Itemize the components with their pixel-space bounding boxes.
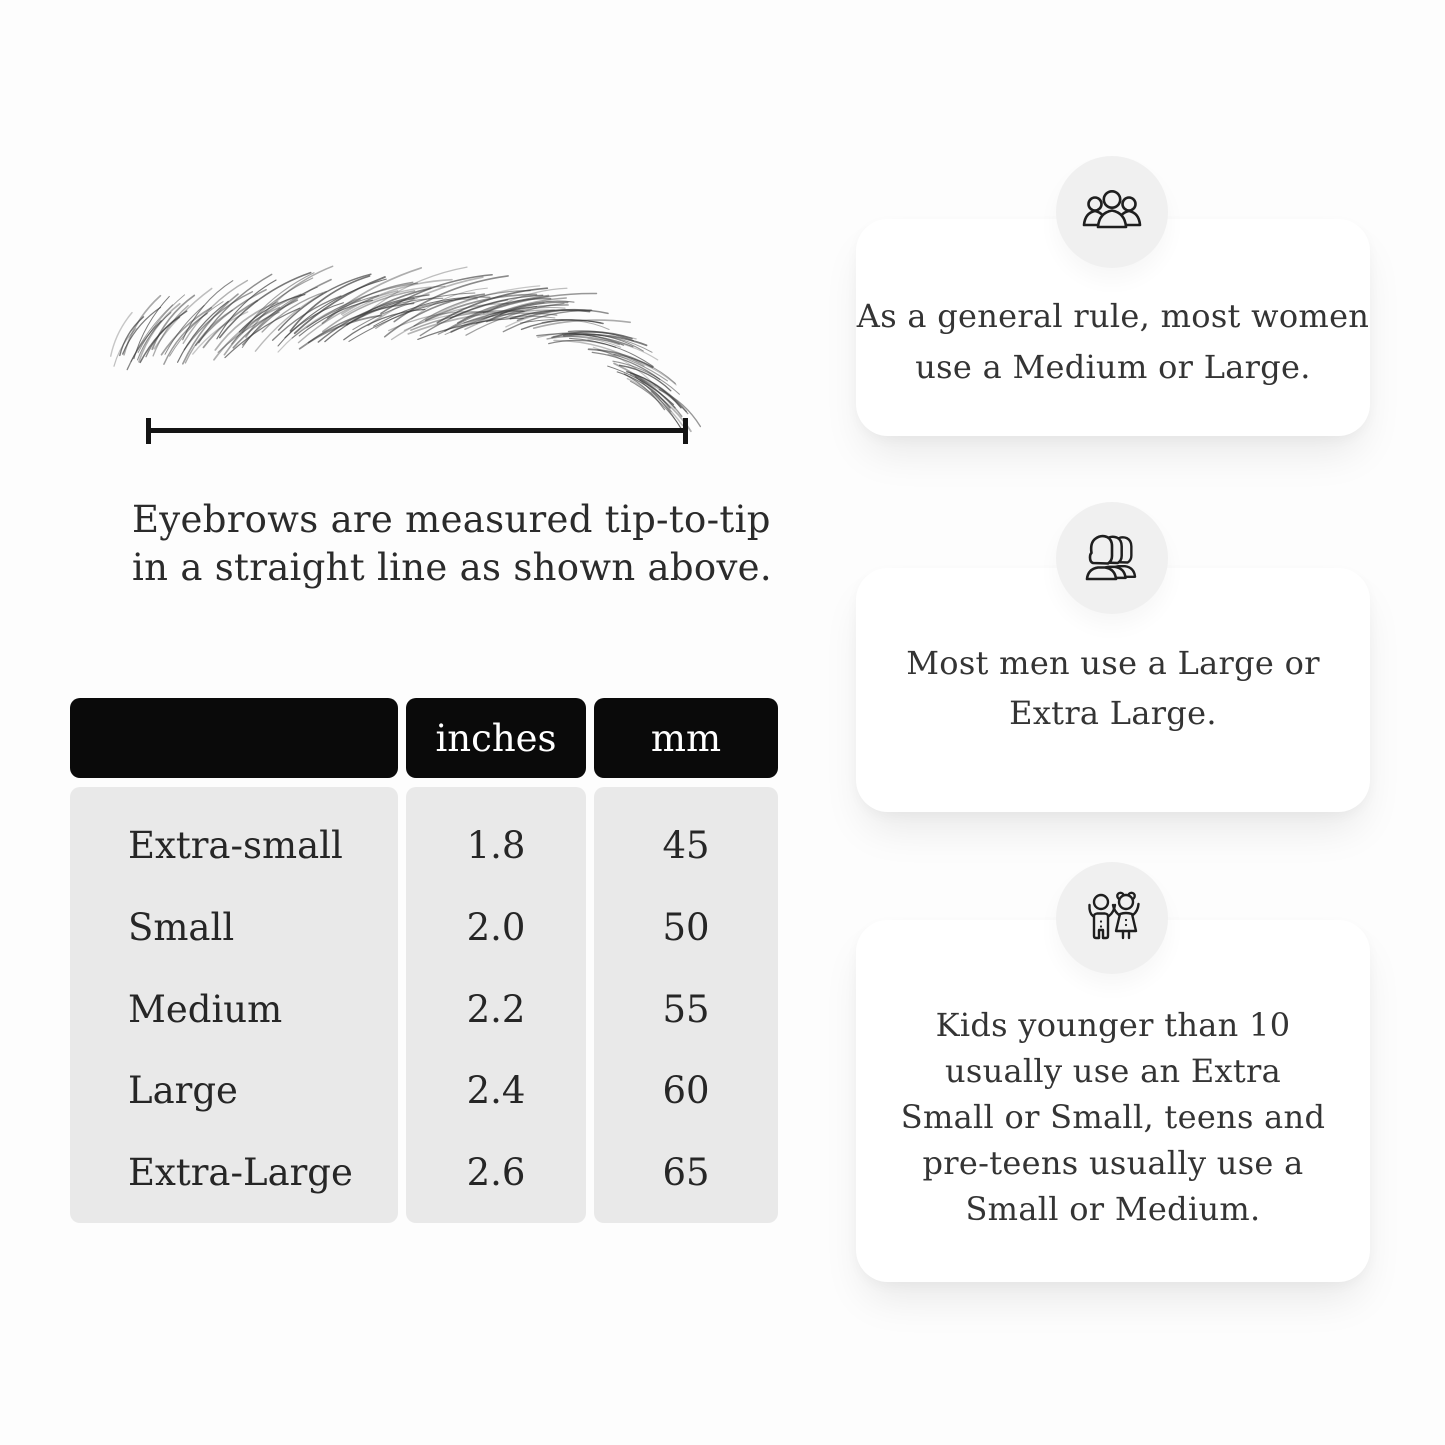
table-row-label: Medium (128, 987, 283, 1031)
card-text-line: Extra Large. (1009, 694, 1217, 732)
table-column-inches (406, 787, 586, 1223)
women-group-icon (1080, 180, 1144, 244)
children-icon (1080, 887, 1144, 949)
table-cell-mm: 60 (662, 1069, 710, 1113)
card-text-line: As a general rule, most women (856, 297, 1370, 335)
icon-circle (1056, 502, 1168, 614)
table-cell-inches: 2.0 (466, 905, 526, 949)
table-cell-mm: 65 (662, 1151, 710, 1194)
card-text-line: use a Medium or Large. (915, 348, 1311, 386)
info-card-kids (856, 920, 1370, 1282)
eyebrow-hairs-svg (105, 238, 705, 453)
table-cell-inches: 2.2 (466, 987, 526, 1031)
card-text-line: usually use an Extra (944, 1052, 1282, 1090)
table-cell-mm: 55 (662, 987, 710, 1031)
table-column-mm (594, 787, 778, 1223)
table-cell-mm: 50 (662, 905, 710, 949)
size-table (70, 698, 778, 1223)
caption-line-1: Eyebrows are measured tip-to-tip (132, 498, 771, 541)
card-text-line: Small or Medium. (965, 1190, 1261, 1228)
table-cell-mm: 45 (662, 824, 710, 867)
table-cell-inches: 2.4 (466, 1069, 526, 1113)
icon-circle (1056, 156, 1168, 268)
table-header-blank (70, 698, 398, 778)
measurement-line (146, 428, 688, 433)
table-header-inches: inches (406, 698, 586, 778)
table-row-label: Extra-Large (128, 1151, 353, 1194)
men-group-icon (1079, 526, 1145, 590)
card-text-line: Most men use a Large or (906, 644, 1320, 682)
icon-circle (1056, 862, 1168, 974)
caption-line-2: in a straight line as shown above. (132, 546, 772, 589)
table-row-label: Extra-small (128, 824, 343, 867)
card-text-line: pre-teens usually use a (922, 1144, 1304, 1182)
eyebrow-illustration (105, 238, 705, 453)
card-text-line: Small or Small, teens and (900, 1098, 1326, 1136)
card-text-line: Kids younger than 10 (935, 1006, 1291, 1044)
table-column-sizes (70, 787, 398, 1223)
measurement-caption (132, 496, 772, 592)
table-cell-inches: 2.6 (466, 1151, 526, 1194)
table-cell-inches: 1.8 (466, 824, 526, 867)
table-row-label: Small (128, 905, 235, 949)
table-header-mm: mm (594, 698, 778, 778)
table-row-label: Large (128, 1069, 238, 1113)
